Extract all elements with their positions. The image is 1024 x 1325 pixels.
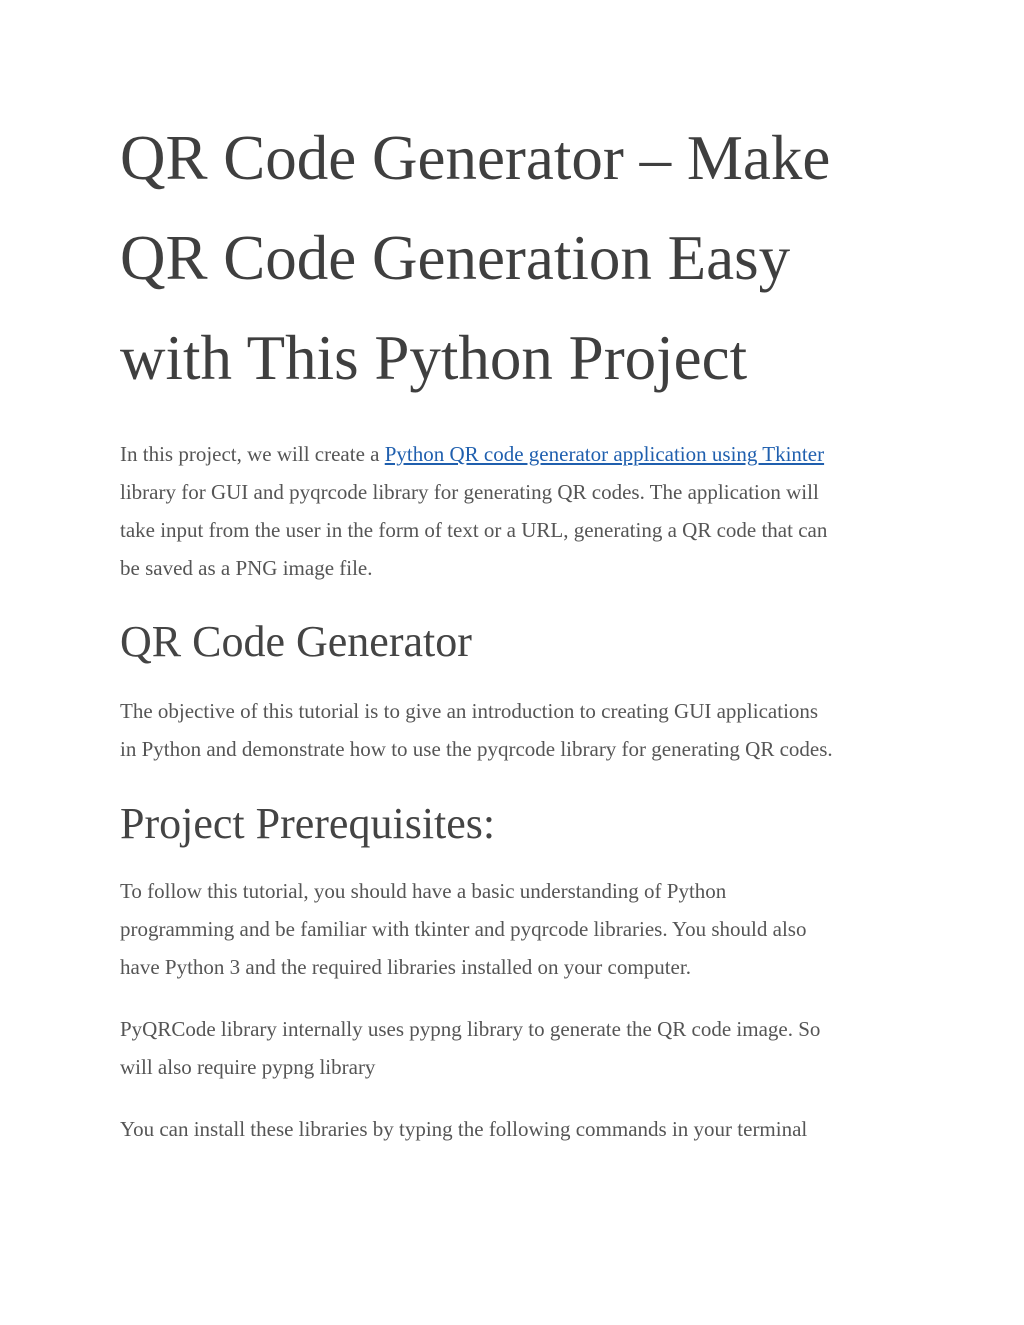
- text-line: in Python and demonstrate how to use the pyqrcode library for generating QR codes.: [120, 737, 833, 761]
- title-line: QR Code Generation Easy: [120, 223, 791, 293]
- objective-paragraph: [120, 692, 920, 768]
- text-line: To follow this tutorial, you should have a basic understanding of Python: [120, 879, 727, 903]
- text-line: PyQRCode library internally uses pypng library to generate the QR code image. So: [120, 1017, 821, 1041]
- heading-prerequisites: Project Prerequisites:: [120, 799, 496, 848]
- text-line: will also require pypng library: [120, 1055, 376, 1079]
- install-paragraph: [120, 1110, 920, 1148]
- intro-text: In this project, we will create a: [120, 442, 385, 466]
- prereq-paragraph: [120, 872, 920, 986]
- text-line: The objective of this tutorial is to give an introduction to creating GUI applications: [120, 699, 819, 723]
- tkinter-qr-link[interactable]: Python QR code generator application using Tkinter: [384, 442, 825, 466]
- intro-paragraph: [120, 435, 920, 587]
- text-line: programming and be familiar with tkinter and pyqrcode libraries. You should also: [120, 917, 807, 941]
- pypng-paragraph: [120, 1010, 920, 1086]
- heading-qr-code-generator: QR Code Generator: [120, 617, 472, 666]
- text-line: library for GUI and pyqrcode library for generating QR codes. The application will: [120, 480, 819, 504]
- text-line: have Python 3 and the required libraries installed on your computer.: [120, 955, 691, 979]
- title-line: QR Code Generator – Make: [120, 123, 831, 193]
- text-line: be saved as a PNG image file.: [120, 556, 373, 580]
- text-line: take input from the user in the form of text or a URL, generating a QR code that can: [120, 518, 828, 542]
- title-line: with This Python Project: [120, 323, 748, 393]
- text-line: You can install these libraries by typing the following commands in your terminal: [120, 1117, 808, 1141]
- page-title: [120, 108, 920, 408]
